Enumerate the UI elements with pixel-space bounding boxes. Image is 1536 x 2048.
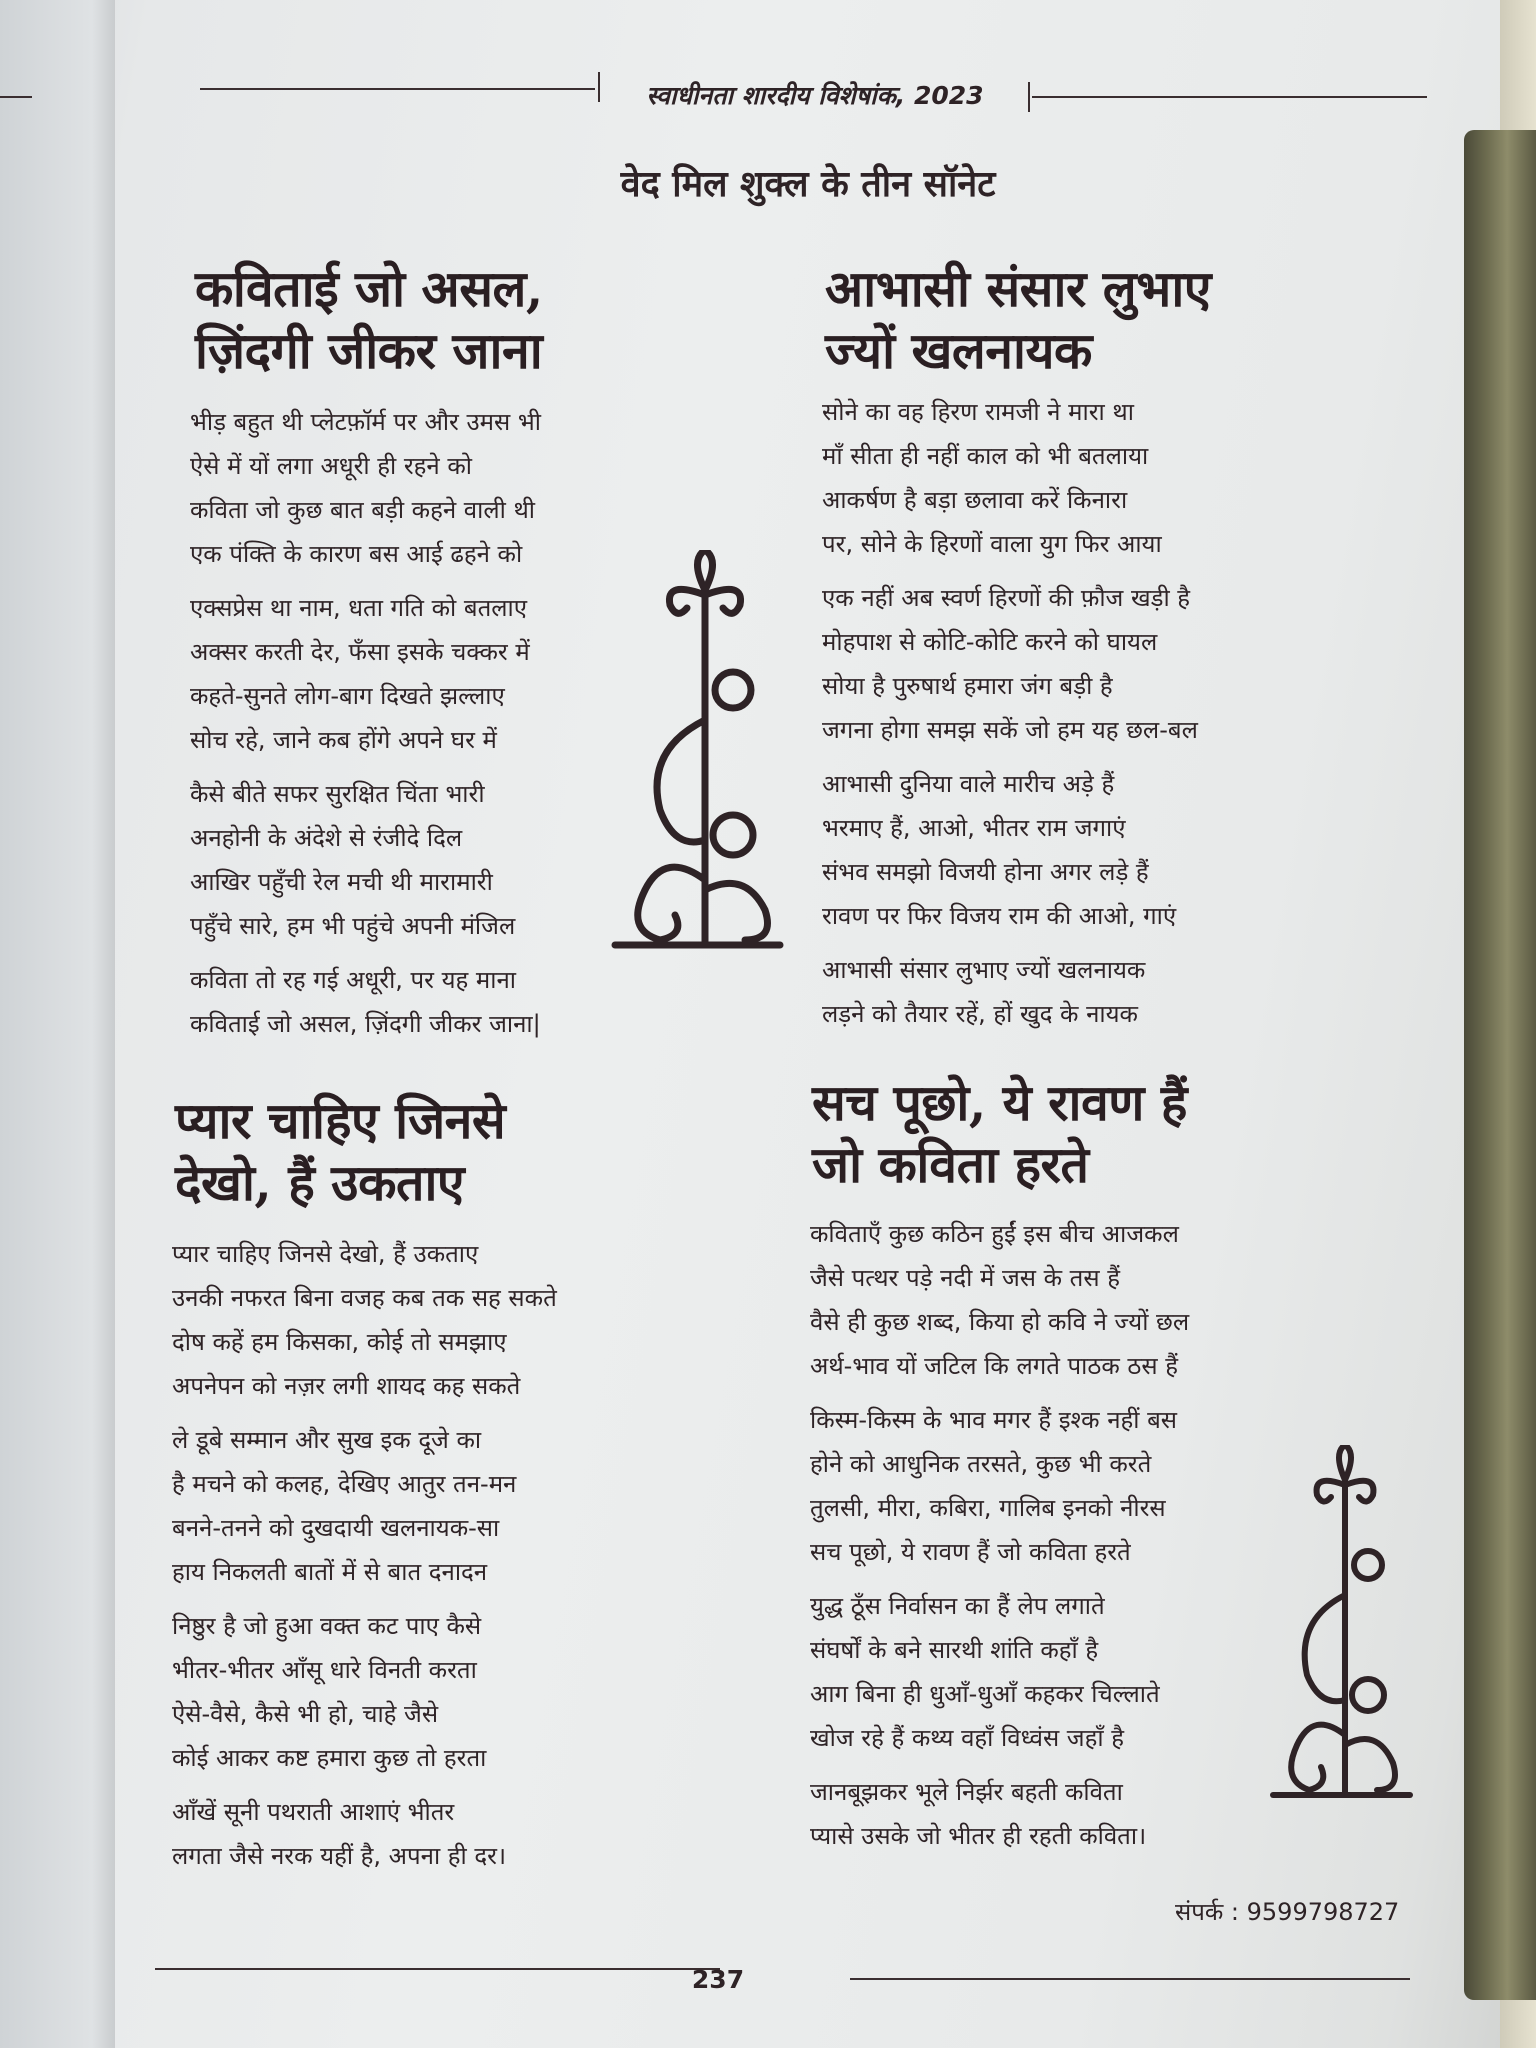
poem-line: भरमाए हैं, आओ, भीतर राम जगाएं — [822, 814, 1126, 842]
poem-line: ऐसे में यों लगा अधूरी ही रहने को — [190, 452, 473, 480]
poem-line: आखिर पहुँची रेल मची थी मारामारी — [190, 868, 493, 896]
poem-line: बनने-तनने को दुखदायी खलनायक-सा — [172, 1514, 500, 1542]
stanza — [172, 1232, 557, 1408]
poem-line: किस्म-किस्म के भाव मगर हैं इश्क नहीं बस — [810, 1406, 1178, 1434]
heading-line: जो कविता हरते — [812, 1135, 1089, 1194]
poem-line: हाय निकलती बातों में से बात दनादन — [172, 1558, 488, 1586]
page-title: वेद मिल शुक्ल के तीन सॉनेट — [620, 164, 996, 205]
header-rule-right — [1032, 96, 1427, 98]
heading-line: ज़िंदगी जीकर जाना — [195, 321, 543, 380]
poem-line: सोया है पुरुषार्थ हमारा जंग बड़ी है — [822, 672, 1113, 700]
poem-line: लगता जैसे नरक यहीं है, अपना ही दर। — [172, 1842, 507, 1870]
poem-line: पहुँचे सारे, हम भी पहुंचे अपनी मंजिल — [190, 912, 516, 940]
poem-line: अर्थ-भाव यों जटिल कि लगते पाठक ठस हैं — [810, 1352, 1178, 1380]
poem-1-body — [190, 400, 541, 1056]
previous-page-edge — [0, 0, 115, 2048]
scroll-ornament-icon — [1265, 1445, 1415, 1800]
poem-line: रावण पर फिर विजय राम की आओ, गाएं — [822, 902, 1177, 930]
poem-3-heading — [175, 1090, 505, 1214]
stanza — [822, 762, 1198, 938]
poem-line: कविता तो रह गई अधूरी, पर यह माना — [190, 966, 517, 994]
stanza — [822, 948, 1198, 1036]
poem-line: जगना होगा समझ सकें जो हम यह छल-बल — [822, 716, 1198, 744]
poem-line: कोई आकर कष्ट हमारा कुछ तो हरता — [172, 1744, 487, 1772]
header-rule-left — [200, 88, 595, 90]
heading-line: ज्यों खलनायक — [825, 321, 1092, 380]
poem-line: एक नहीं अब स्वर्ण हिरणों की फ़ौज खड़ी है — [822, 584, 1191, 612]
poem-4-body — [810, 1212, 1189, 1868]
poem-line: जानबूझकर भूले निर्झर बहती कविता — [810, 1778, 1123, 1806]
poem-line: कविताएँ कुछ कठिन हुईं इस बीच आजकल — [810, 1220, 1179, 1248]
contact-number: संपर्क : 9599798727 — [1175, 1898, 1400, 1926]
poem-line: सच पूछो, ये रावण हैं जो कविता हरते — [810, 1538, 1131, 1566]
stanza — [810, 1212, 1189, 1388]
poem-line: जैसे पत्थर पड़े नदी में जस के तस हैं — [810, 1264, 1120, 1292]
heading-line: सच पूछो, ये रावण हैं — [812, 1073, 1187, 1132]
scroll-ornament-icon — [605, 550, 785, 950]
footer-rule-right — [850, 1978, 1410, 1980]
poem-line: आभासी संसार लुभाए ज्यों खलनायक — [822, 956, 1146, 984]
poem-line: दोष कहें हम किसका, कोई तो समझाए — [172, 1328, 507, 1356]
poem-line: कहते-सुनते लोग-बाग दिखते झल्लाए — [190, 682, 505, 710]
poem-line: प्यासे उसके जो भीतर ही रहती कविता। — [810, 1822, 1147, 1850]
poem-4-heading — [812, 1072, 1187, 1196]
poem-line: युद्ध ठूँस निर्वासन का हैं लेप लगाते — [810, 1592, 1105, 1620]
header-divider — [1028, 82, 1030, 112]
poem-line: प्यार चाहिए जिनसे देखो, हैं उकताए — [172, 1240, 479, 1268]
poem-line: होने को आधुनिक तरसते, कुछ भी करते — [810, 1450, 1152, 1478]
poem-line: कविताई जो असल, ज़िंदगी जीकर जाना| — [190, 1010, 541, 1038]
stanza — [172, 1418, 557, 1594]
heading-line: कविताई जो असल, — [195, 259, 543, 318]
poem-line: ऐसे-वैसे, कैसे भी हो, चाहे जैसे — [172, 1700, 439, 1728]
poem-line: पर, सोने के हिरणों वाला युग फिर आया — [822, 530, 1162, 558]
poem-line: सोने का वह हिरण रामजी ने मारा था — [822, 398, 1134, 426]
prev-page-rule — [0, 96, 32, 98]
header-divider — [598, 72, 600, 102]
stanza — [810, 1770, 1189, 1858]
stanza — [822, 390, 1198, 566]
poem-1-heading — [195, 258, 543, 382]
poem-line: आभासी दुनिया वाले मारीच अड़े हैं — [822, 770, 1115, 798]
poem-line: कैसे बीते सफर सुरक्षित चिंता भारी — [190, 780, 485, 808]
poem-line: आग बिना ही धुआँ-धुआँ कहकर चिल्लाते — [810, 1680, 1160, 1708]
issue-title: स्वाधीनता शारदीय विशेषांक, 2023 — [646, 81, 984, 110]
stanza — [822, 576, 1198, 752]
stanza — [190, 958, 541, 1046]
poem-line: निष्ठुर है जो हुआ वक्त कट पाए कैसे — [172, 1612, 482, 1640]
poem-line: संघर्षों के बने सारथी शांति कहाँ है — [810, 1636, 1099, 1664]
stanza — [190, 586, 541, 762]
poem-line: वैसे ही कुछ शब्द, किया हो कवि ने ज्यों छल — [810, 1308, 1190, 1336]
stanza — [810, 1398, 1189, 1574]
page-number: 237 — [691, 1965, 745, 1994]
poem-2-heading — [825, 258, 1211, 382]
heading-line: देखो, हैं उकताए — [175, 1153, 465, 1212]
poem-line: मोहपाश से कोटि-कोटि करने को घायल — [822, 628, 1158, 656]
poem-line: अक्सर करती देर, फँसा इसके चक्कर में — [190, 638, 530, 666]
heading-line: आभासी संसार लुभाए — [825, 259, 1211, 318]
poem-line: संभव समझो विजयी होना अगर लड़े हैं — [822, 858, 1149, 886]
poem-line: आँखें सूनी पथराती आशाएं भीतर — [172, 1798, 455, 1826]
poem-line: आकर्षण है बड़ा छलावा करें किनारा — [822, 486, 1128, 514]
poem-line: माँ सीता ही नहीं काल को भी बतलाया — [822, 442, 1149, 470]
heading-line: प्यार चाहिए जिनसे — [175, 1091, 506, 1150]
poem-line: कविता जो कुछ बात बड़ी कहने वाली थी — [190, 496, 536, 524]
poem-line: भीतर-भीतर आँसू धारे विनती करता — [172, 1656, 477, 1684]
poem-line: तुलसी, मीरा, कबिरा, गालिब इनको नीरस — [810, 1494, 1166, 1522]
poem-line: लड़ने को तैयार रहें, हों खुद के नायक — [822, 1000, 1138, 1028]
stanza — [172, 1604, 557, 1780]
poem-line: अनहोनी के अंदेशे से रंजीदे दिल — [190, 824, 463, 852]
stanza — [190, 400, 541, 576]
stanza — [190, 772, 541, 948]
poem-line: एक पंक्ति के कारण बस आई ढहने को — [190, 540, 523, 568]
book-binding — [1464, 130, 1536, 2000]
poem-line: सोच रहे, जाने कब होंगे अपने घर में — [190, 726, 497, 754]
poem-line: ले डूबे सम्मान और सुख इक दूजे का — [172, 1426, 482, 1454]
poem-line: भीड़ बहुत थी प्लेटफ़ॉर्म पर और उमस भी — [190, 408, 541, 436]
poem-line: खोज रहे हैं कथ्य वहाँ विध्वंस जहाँ है — [810, 1724, 1124, 1752]
poem-line: अपनेपन को नज़र लगी शायद कह सकते — [172, 1372, 521, 1400]
poem-3-body — [172, 1232, 557, 1888]
poem-2-body — [822, 390, 1198, 1046]
poem-line: उनकी नफरत बिना वजह कब तक सह सकते — [172, 1284, 557, 1312]
poem-line: एक्सप्रेस था नाम, धता गति को बतलाए — [190, 594, 528, 622]
stanza — [172, 1790, 557, 1878]
poem-line: है मचने को कलह, देखिए आतुर तन-मन — [172, 1470, 517, 1498]
stanza — [810, 1584, 1189, 1760]
